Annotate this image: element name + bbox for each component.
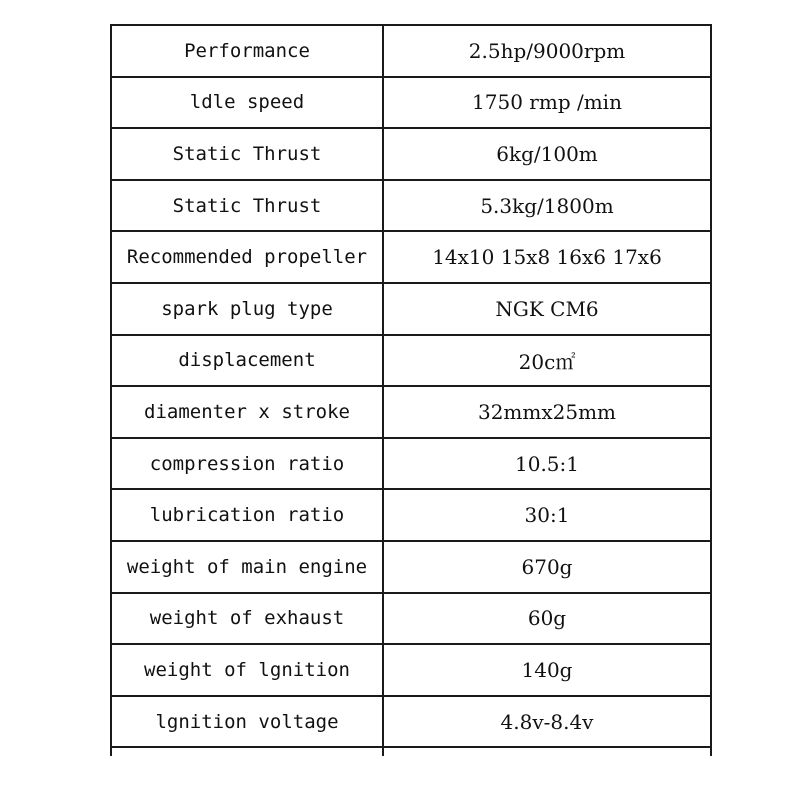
spec-value: 5.3kg/1800m bbox=[383, 180, 711, 232]
spec-label: compression ratio bbox=[111, 438, 383, 490]
spec-value: 10.5:1 bbox=[383, 438, 711, 490]
spec-row-spark-plug-type bbox=[111, 283, 711, 335]
spec-value: 4.8v-8.4v bbox=[383, 696, 711, 748]
spec-label: Recommended propeller bbox=[111, 231, 383, 283]
spec-table-body bbox=[111, 25, 711, 756]
spec-row-weight-exhaust bbox=[111, 593, 711, 645]
spec-row-idle-speed bbox=[111, 77, 711, 129]
spec-label: spark plug type bbox=[111, 283, 383, 335]
spec-row-lubrication-ratio bbox=[111, 489, 711, 541]
empty-cell bbox=[383, 747, 711, 756]
spec-value: 2.5hp/9000rpm bbox=[383, 25, 711, 77]
spec-row-weight-main-engine bbox=[111, 541, 711, 593]
spec-value: 1750 rmp /min bbox=[383, 77, 711, 129]
spec-label: Static Thrust bbox=[111, 128, 383, 180]
spec-label: lgnition voltage bbox=[111, 696, 383, 748]
spec-row-weight-ignition bbox=[111, 644, 711, 696]
spec-row-displacement bbox=[111, 335, 711, 387]
spec-row-ignition-voltage bbox=[111, 696, 711, 748]
spec-row-performance bbox=[111, 25, 711, 77]
spec-value: 60g bbox=[383, 593, 711, 645]
spec-value: 670g bbox=[383, 541, 711, 593]
spec-row-recommended-propeller bbox=[111, 231, 711, 283]
spec-value: 6kg/100m bbox=[383, 128, 711, 180]
spec-label: weight of main engine bbox=[111, 541, 383, 593]
table-row-cutoff bbox=[111, 747, 711, 756]
spec-row-diameter-stroke bbox=[111, 386, 711, 438]
spec-value: NGK CM6 bbox=[383, 283, 711, 335]
spec-label: diamenter x stroke bbox=[111, 386, 383, 438]
spec-value: 30:1 bbox=[383, 489, 711, 541]
engine-spec-table bbox=[110, 24, 712, 756]
spec-value: 20c㎡ bbox=[383, 335, 711, 387]
spec-label: lubrication ratio bbox=[111, 489, 383, 541]
spec-value: 140g bbox=[383, 644, 711, 696]
spec-label: ldle speed bbox=[111, 77, 383, 129]
spec-label: weight of exhaust bbox=[111, 593, 383, 645]
spec-label: Static Thrust bbox=[111, 180, 383, 232]
empty-cell bbox=[111, 747, 383, 756]
spec-row-static-thrust-1 bbox=[111, 128, 711, 180]
spec-row-compression-ratio bbox=[111, 438, 711, 490]
spec-value: 32mmx25mm bbox=[383, 386, 711, 438]
spec-row-static-thrust-2 bbox=[111, 180, 711, 232]
spec-label: weight of lgnition bbox=[111, 644, 383, 696]
spec-value: 14x10 15x8 16x6 17x6 bbox=[383, 231, 711, 283]
spec-label: Performance bbox=[111, 25, 383, 77]
spec-label: displacement bbox=[111, 335, 383, 387]
